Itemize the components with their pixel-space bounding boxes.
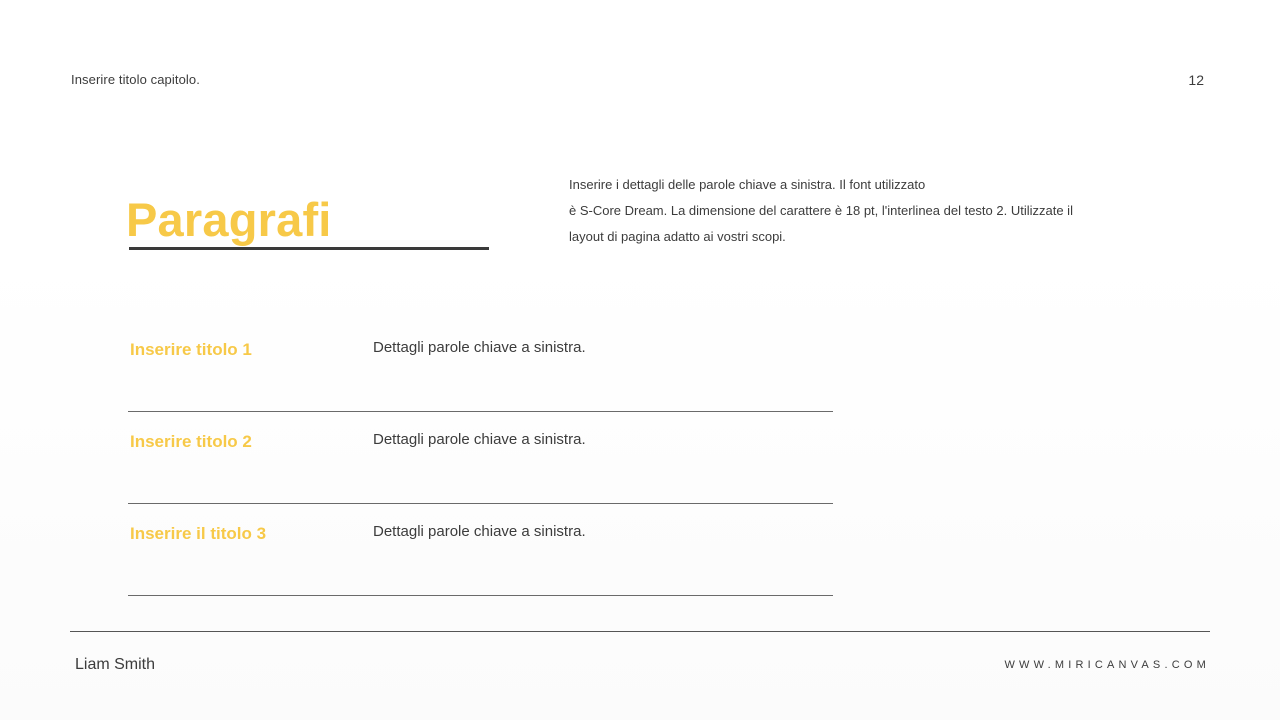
chapter-title: Inserire titolo capitolo. [71,72,200,87]
keyword-list [128,320,833,596]
row-title: Inserire titolo 1 [130,340,252,359]
page-number: 12 [1188,72,1204,88]
list-item [128,320,833,412]
slide-title: Paragrafi [126,193,332,246]
description-line: è S-Core Dream. La dimensione del carattere è 18 pt, l'interlinea del testo 2. Utilizzate il [569,203,1073,218]
author-name: Liam Smith [75,656,156,673]
row-detail: Dettagli parole chiave a sinistra. [373,523,586,540]
list-item [128,412,833,504]
description [569,172,1129,250]
row-detail: Dettagli parole chiave a sinistra. [373,431,586,448]
list-item [128,504,833,596]
row-detail: Dettagli parole chiave a sinistra. [373,339,586,356]
title-underline [129,247,489,250]
description-line: layout di pagina adatto ai vostri scopi. [569,229,786,244]
footer-divider [70,631,1210,632]
description-line: Inserire i dettagli delle parole chiave a sinistra. Il font utilizzato [569,177,926,192]
website-link[interactable]: WWW.MIRICANVAS.COM [1004,659,1210,671]
row-title: Inserire il titolo 3 [130,524,267,543]
row-title: Inserire titolo 2 [130,432,252,451]
